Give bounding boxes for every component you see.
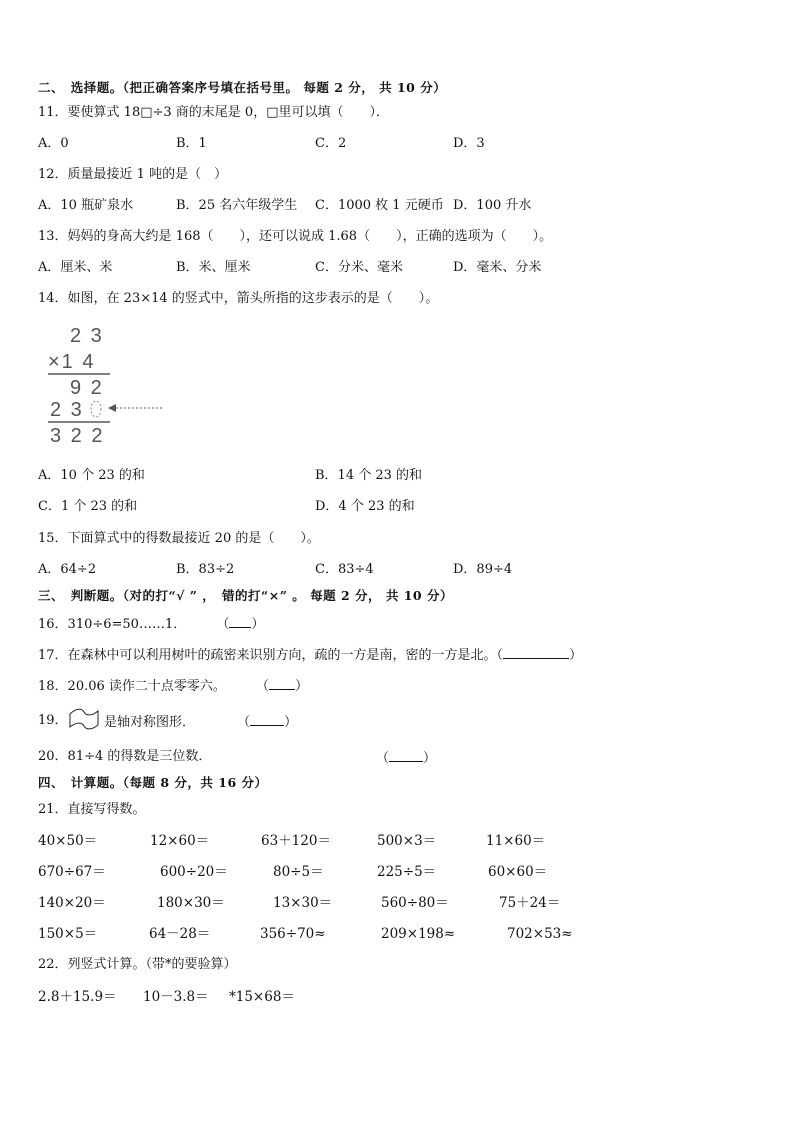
question-17 <box>38 646 582 664</box>
calc-item: 702×53≈ <box>507 926 573 942</box>
q14-option-d: D．4 个 23 的和 <box>315 499 415 514</box>
question-15: 15．下面算式中的得数最接近 20 的是（ ）。 <box>38 531 320 546</box>
fig-row-4: 2 3 <box>50 399 84 421</box>
q16-paren-close: ） <box>251 617 265 632</box>
question-13: 13．妈妈的身高大约是 168（ ），还可以说成 1.68（ ），正确的选项为（ ）。 <box>38 229 553 244</box>
question-19 <box>104 713 297 731</box>
question-18 <box>38 677 308 695</box>
calc-item: 500×3＝ <box>377 833 437 849</box>
section-4-heading: 四、 计算题。（每题 8 分，共 16 分） <box>38 775 268 790</box>
q17-paren-close: ） <box>569 648 583 663</box>
q19-answer-blank[interactable] <box>250 713 284 726</box>
multiplication-svg <box>38 320 168 450</box>
q15-option-b: B．83÷2 <box>176 562 235 577</box>
calc-item: 10－3.8＝ <box>143 989 209 1005</box>
q20-paren-close: ） <box>423 751 437 766</box>
calc-item: 670÷67＝ <box>38 864 106 880</box>
fig-row-5: 3 2 2 <box>50 425 105 447</box>
section-2-heading: 二、 选择题。（把正确答案序号填在括号里。 每题 2 分， 共 10 分） <box>38 80 447 95</box>
q17-text: 17．在森林中可以利用树叶的疏密来识别方向，疏的一方是南，密的一方是北。 <box>38 648 497 663</box>
calc-item: 225÷5＝ <box>377 864 437 880</box>
q14-option-b: B．14 个 23 的和 <box>315 468 423 483</box>
section-3-heading: 三、 判断题。（对的打“√ ” ， 错的打“×” 。 每题 2 分， 共 10 分） <box>38 588 453 603</box>
q11-option-d: D．3 <box>453 136 485 151</box>
q15-option-c: C．83÷4 <box>315 562 374 577</box>
q15-option-a: A．64÷2 <box>38 562 97 577</box>
calc-item: 11×60＝ <box>486 833 546 849</box>
question-19-number: 19． <box>38 713 68 728</box>
calc-item: 150×5＝ <box>38 926 98 942</box>
q14-option-c: C．1 个 23 的和 <box>38 499 138 514</box>
question-12: 12．质量最接近 1 吨的是（ ） <box>38 167 228 182</box>
wave-shape-icon <box>68 708 100 730</box>
q13-option-c: C．分米、毫米 <box>315 260 403 275</box>
vertical-multiplication-figure <box>38 320 168 450</box>
q16-text: 16．310÷6=50……1． <box>38 617 187 632</box>
arrow-head-icon <box>108 404 116 412</box>
calc-item: 140×20＝ <box>38 895 106 911</box>
calc-item: 356÷70≈ <box>260 926 326 942</box>
calc-item: 60×60＝ <box>488 864 548 880</box>
calc-item: 12×60＝ <box>150 833 210 849</box>
question-22: 22．列竖式计算。（带*的要验算） <box>38 957 237 972</box>
calc-item: 180×30＝ <box>157 895 225 911</box>
calc-item: 40×50＝ <box>38 833 98 849</box>
calc-item: 560÷80＝ <box>381 895 449 911</box>
q19-paren-close: ） <box>284 715 298 730</box>
q15-option-d: D．89÷4 <box>453 562 513 577</box>
q12-option-b: B．25 名六年级学生 <box>176 198 298 213</box>
fig-row-3: 9 2 <box>70 377 104 399</box>
q18-paren-open: （ <box>256 679 270 694</box>
calc-item: 64－28＝ <box>149 926 211 942</box>
q18-paren-close: ） <box>295 679 309 694</box>
q17-answer-blank[interactable] <box>503 646 569 659</box>
fig-row-2: ×1 4 <box>48 351 96 373</box>
q16-paren-open: （ <box>216 617 230 632</box>
calc-item: 2.8＋15.9＝ <box>38 989 117 1005</box>
calc-item: *15×68＝ <box>229 989 295 1005</box>
q11-option-a: A．0 <box>38 136 69 151</box>
q13-option-a: A．厘米、米 <box>38 260 113 275</box>
calc-item: 80÷5＝ <box>273 864 324 880</box>
question-20: 20．81÷4 的得数是三位数． <box>38 749 212 764</box>
question-16 <box>38 615 264 633</box>
question-21: 21．直接写得数。 <box>38 802 146 817</box>
calc-item: 63＋120＝ <box>261 833 331 849</box>
q14-option-a: A．10 个 23 的和 <box>38 468 145 483</box>
q20-paren-open: （ <box>376 751 390 766</box>
question-11: 11．要使算式 18□÷3 商的末尾是 0，□里可以填（ ）． <box>38 105 389 120</box>
q18-text: 18．20.06 读作二十点零零六。 <box>38 679 226 694</box>
q13-option-b: B．米、厘米 <box>176 260 251 275</box>
q11-option-c: C．2 <box>315 136 347 151</box>
q19-paren-open: （ <box>237 715 251 730</box>
dashed-zero-circle <box>91 401 101 417</box>
calc-item: 13×30＝ <box>273 895 333 911</box>
q19-text: 是轴对称图形． <box>104 715 196 730</box>
q17-paren-open: （ <box>496 648 504 663</box>
fig-row-1: 2 3 <box>70 325 104 347</box>
q13-option-d: D．毫米、分米 <box>453 260 542 275</box>
q12-option-a: A．10 瓶矿泉水 <box>38 198 134 213</box>
q12-option-c: C．1000 枚 1 元硬币 <box>315 198 444 213</box>
calc-item: 600÷20＝ <box>160 864 228 880</box>
q18-answer-blank[interactable] <box>269 677 295 690</box>
q12-option-d: D．100 升水 <box>453 198 532 213</box>
q11-option-b: B．1 <box>176 136 207 151</box>
calc-item: 209×198≈ <box>381 926 456 942</box>
q16-answer-blank[interactable] <box>229 615 251 628</box>
q20-answer-blank[interactable] <box>389 749 423 762</box>
question-14: 14．如图，在 23×14 的竖式中，箭头所指的这步表示的是（ ）。 <box>38 291 439 306</box>
q20-answer <box>376 749 436 767</box>
calc-item: 75＋24＝ <box>499 895 561 911</box>
